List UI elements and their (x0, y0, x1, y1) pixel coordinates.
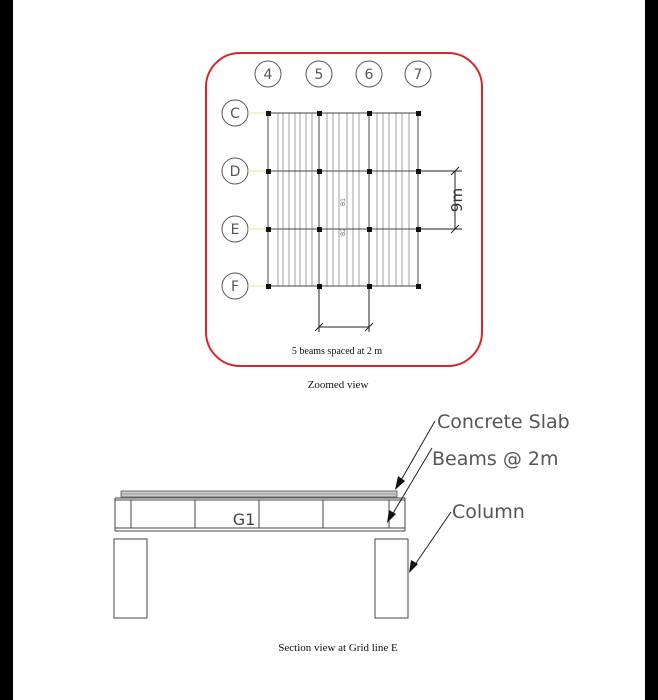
column-grid-bubbles (255, 61, 431, 87)
grid-leader-lines (248, 113, 268, 286)
zoomed-view-border (206, 53, 482, 366)
girder-g1 (115, 498, 405, 531)
dimension-9m-label: 9m (448, 187, 466, 213)
section-view-caption: Section view at Grid line E (278, 642, 398, 654)
section-view (114, 411, 570, 618)
grid-label-C: C (230, 106, 240, 122)
zoomed-view-caption: Zoomed view (307, 379, 369, 391)
grid-label-F: F (230, 279, 240, 295)
grid-label-5: 5 (314, 67, 324, 83)
dimension-2m (315, 289, 373, 332)
beams-spacing-note: 5 beams spaced at 2 m (291, 346, 383, 357)
grid-label-E: E (230, 222, 240, 238)
zoomed-view (206, 53, 482, 366)
arrow-slab (395, 476, 405, 490)
girder-label-g1: G1 (232, 510, 256, 529)
page-canvas (13, 0, 645, 700)
arrow-beams (387, 510, 396, 523)
beam-label-b1: B1 (340, 198, 347, 206)
callout-leaders (392, 421, 451, 566)
beam-label-b2: B2 (340, 228, 347, 236)
grid-label-4: 4 (263, 67, 273, 83)
beam-sections (124, 500, 396, 528)
callout-column: Column (452, 501, 525, 523)
grid-label-D: D (229, 164, 241, 180)
column-left (114, 539, 147, 618)
column-right (375, 539, 408, 618)
callout-arrowheads (387, 476, 418, 573)
row-grid-bubbles (222, 100, 248, 299)
grid-label-7: 7 (413, 67, 423, 83)
callout-concrete-slab: Concrete Slab (437, 411, 570, 433)
grid-label-6: 6 (364, 67, 374, 83)
callout-beams: Beams @ 2m (432, 448, 559, 470)
